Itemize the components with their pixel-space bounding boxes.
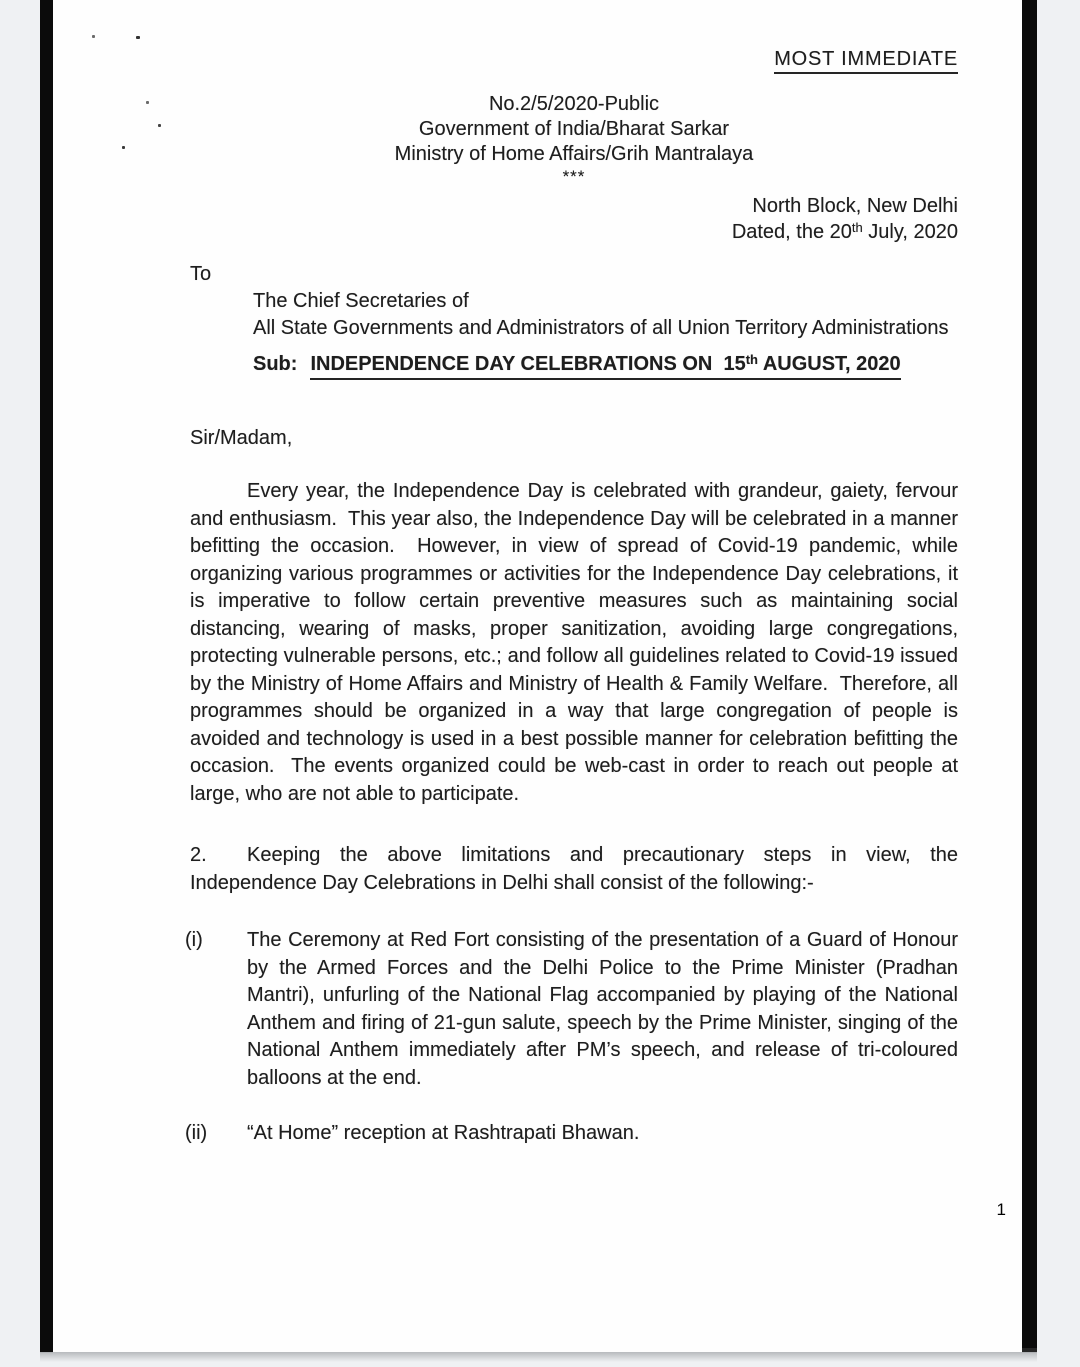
- addressee-line: All State Governments and Administrators of all Union Territory Administrations: [253, 316, 949, 339]
- file-number: No.2/5/2020-Public: [488, 93, 660, 115]
- paragraph-2-number: 2.: [190, 844, 207, 866]
- priority-marking: [190, 48, 958, 70]
- subject-label: Sub:: [253, 353, 298, 375]
- scan-edge-bar-left: [40, 0, 53, 1353]
- separator-stars: ***: [562, 167, 586, 186]
- subject-line: [253, 349, 958, 379]
- letterhead: [190, 92, 958, 187]
- date-ordinal-suffix: th: [851, 220, 863, 235]
- subject-ordinal-suffix: th: [745, 352, 758, 367]
- page-shadow: [40, 1352, 1037, 1362]
- scan-speckle: [92, 35, 95, 38]
- list-item: [185, 927, 958, 1092]
- place-date-block: [190, 193, 958, 245]
- government-line: Government of India/Bharat Sarkar: [418, 118, 730, 140]
- salutation: Sir/Madam,: [190, 427, 293, 449]
- addressee-line: The Chief Secretaries of: [253, 290, 469, 312]
- scan-speckle: [136, 36, 140, 39]
- date-line: Dated, the 20th July, 2020: [731, 220, 958, 243]
- list-marker: (ii): [185, 1122, 208, 1144]
- paragraph-1: Every year, the Independence Day is celebrated with grandeur, gaiety, fervour and enthusiasm. This year also, the Independence Day will be celebrated in a manner befitting the occasion. However, in view of spread of Covid-19 pandemic, while organizing various programmes or activities for the Independence Day celebrations, it is imperative to follow certain preventive measures such as maintaining social distancing, wearing of masks, proper sanitization, avoiding large congregations, protecting vulnerable persons, etc.; and follow all guidelines related to Covid-19 issued by the Ministry of Home Affairs and Ministry of Health & Family Welfare. Therefore, all programmes should be organized in a way that large congregation of people is avoided and technology is used in a best possible manner for celebration befitting the occasion. The events organized could be web-cast in order to reach out people at large, who are not able to participate.: [190, 480, 958, 805]
- priority-marking-text: MOST IMMEDIATE: [774, 48, 958, 74]
- document-page: [53, 0, 1022, 1352]
- addressee-block: [253, 288, 958, 341]
- to-label: To: [190, 263, 212, 285]
- list-item: [185, 1120, 958, 1148]
- paragraph-2: [190, 842, 958, 897]
- page-number: 1: [996, 1200, 1006, 1219]
- subject-text: INDEPENDENCE DAY CELEBRATIONS ON 15th AUGUST, 2020: [310, 353, 900, 380]
- list-marker: (i): [185, 929, 203, 951]
- list-item-text: “At Home” reception at Rashtrapati Bhawan.: [247, 1122, 640, 1144]
- paragraph-2-text: Keeping the above limitations and precautionary steps in view, the Independence Day Celebrations in Delhi shall consist of the following:-: [190, 844, 958, 894]
- scan-speckle: [158, 124, 161, 127]
- scan-speckle: [122, 146, 125, 149]
- list-item-text: The Ceremony at Red Fort consisting of the presentation of a Guard of Honour by the Armed Forces and the Delhi Police to the Prime Minister (Pradhan Mantri), unfurling of the National Flag accompanied by playing of the National Anthem and firing of 21-gun salute, speech by the Prime Minister, singing of the National Anthem immediately after PM’s speech, and release of tri-coloured balloons at the end.: [247, 929, 958, 1089]
- scan-edge-bar-right: [1022, 0, 1037, 1353]
- ministry-line: Ministry of Home Affairs/Grih Mantralaya: [394, 143, 754, 165]
- scan-speckle: [146, 101, 149, 104]
- place-line: North Block, New Delhi: [752, 195, 958, 217]
